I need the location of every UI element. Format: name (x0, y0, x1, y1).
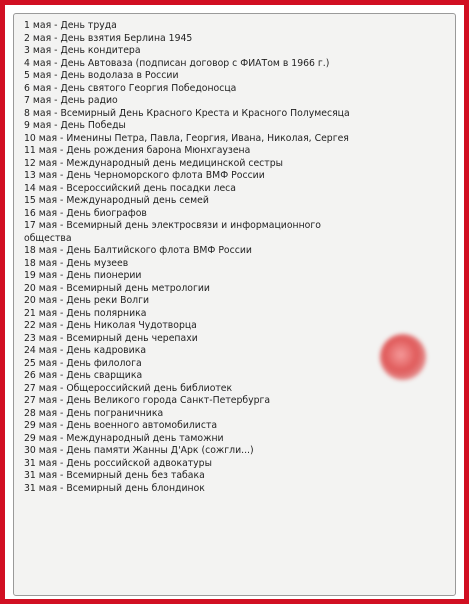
list-item: 29 мая - Международный день таможни (24, 432, 224, 444)
list-item: 11 мая - День рождения барона Мюнхгаузена (24, 145, 251, 156)
list-item: 13 мая - День Черноморского флота ВМФ России (24, 170, 265, 181)
list-item: 30 мая - День памяти Жанны Д'Арк (сожгли...) (24, 445, 254, 456)
list-item: 9 мая - День Победы (24, 120, 126, 131)
list-item: 8 мая - Всемирный День Красного Креста и Красного Полумесяца (24, 107, 350, 119)
list-item: 17 мая - Всемирный день электросвязи и информационного (24, 220, 321, 231)
list-item: 29 мая - День военного автомобилиста (24, 420, 218, 431)
list-item: 18 мая - День Балтийского флота ВМФ России (24, 245, 252, 256)
holiday-list (24, 20, 449, 495)
list-item: 28 мая - День пограничника (24, 407, 164, 419)
list-item: 24 мая - День кадровика (24, 345, 147, 356)
list-item: 5 мая - День водолаза в России (24, 70, 179, 81)
list-item: 1 мая - День труда (24, 20, 117, 31)
list-item: 25 мая - День филолога (24, 357, 142, 369)
list-item: 26 мая - День сварщика (24, 370, 143, 381)
list-item: 19 мая - День пионерии (24, 270, 142, 281)
list-item: 15 мая - Международный день семей (24, 195, 209, 206)
list-item: 27 мая - Общероссийский день библиотек (24, 382, 233, 394)
list-item: 14 мая - Всероссийский день посадки леса (24, 182, 236, 194)
list-item: 31 мая - Всемирный день блондинок (24, 482, 205, 494)
list-item: 10 мая - Именины Петра, Павла, Георгия, Ивана, Николая, Сергея (24, 132, 349, 144)
list-item: 23 мая - Всемирный день черепахи (24, 332, 198, 344)
blurred-avatar-icon (380, 334, 426, 380)
list-item: 2 мая - День взятия Берлина 1945 (24, 32, 193, 44)
list-item: 27 мая - День Великого города Санкт-Петербурга (24, 395, 271, 406)
list-item: 31 мая - День российской адвокатуры (24, 457, 212, 469)
list-item: 18 мая - День музеев (24, 257, 129, 269)
list-item: 4 мая - День Автоваза (подписан договор с ФИАТом в 1966 г.) (24, 57, 330, 69)
list-item: 3 мая - День кондитера (24, 45, 141, 56)
list-item: 31 мая - Всемирный день без табака (24, 470, 205, 481)
list-panel (13, 13, 456, 596)
list-item: 6 мая - День святого Георгия Победоносца (24, 82, 237, 94)
list-item: 7 мая - День радио (24, 95, 118, 106)
list-item: 16 мая - День биографов (24, 207, 147, 219)
list-item: 22 мая - День Николая Чудотворца (24, 320, 197, 331)
list-item: 20 мая - День реки Волги (24, 295, 150, 306)
list-item: 21 мая - День полярника (24, 307, 147, 319)
list-item: 20 мая - Всемирный день метрологии (24, 282, 210, 294)
list-item-continuation: общества (24, 232, 72, 244)
list-item: 12 мая - Международный день медицинской сестры (24, 157, 283, 169)
